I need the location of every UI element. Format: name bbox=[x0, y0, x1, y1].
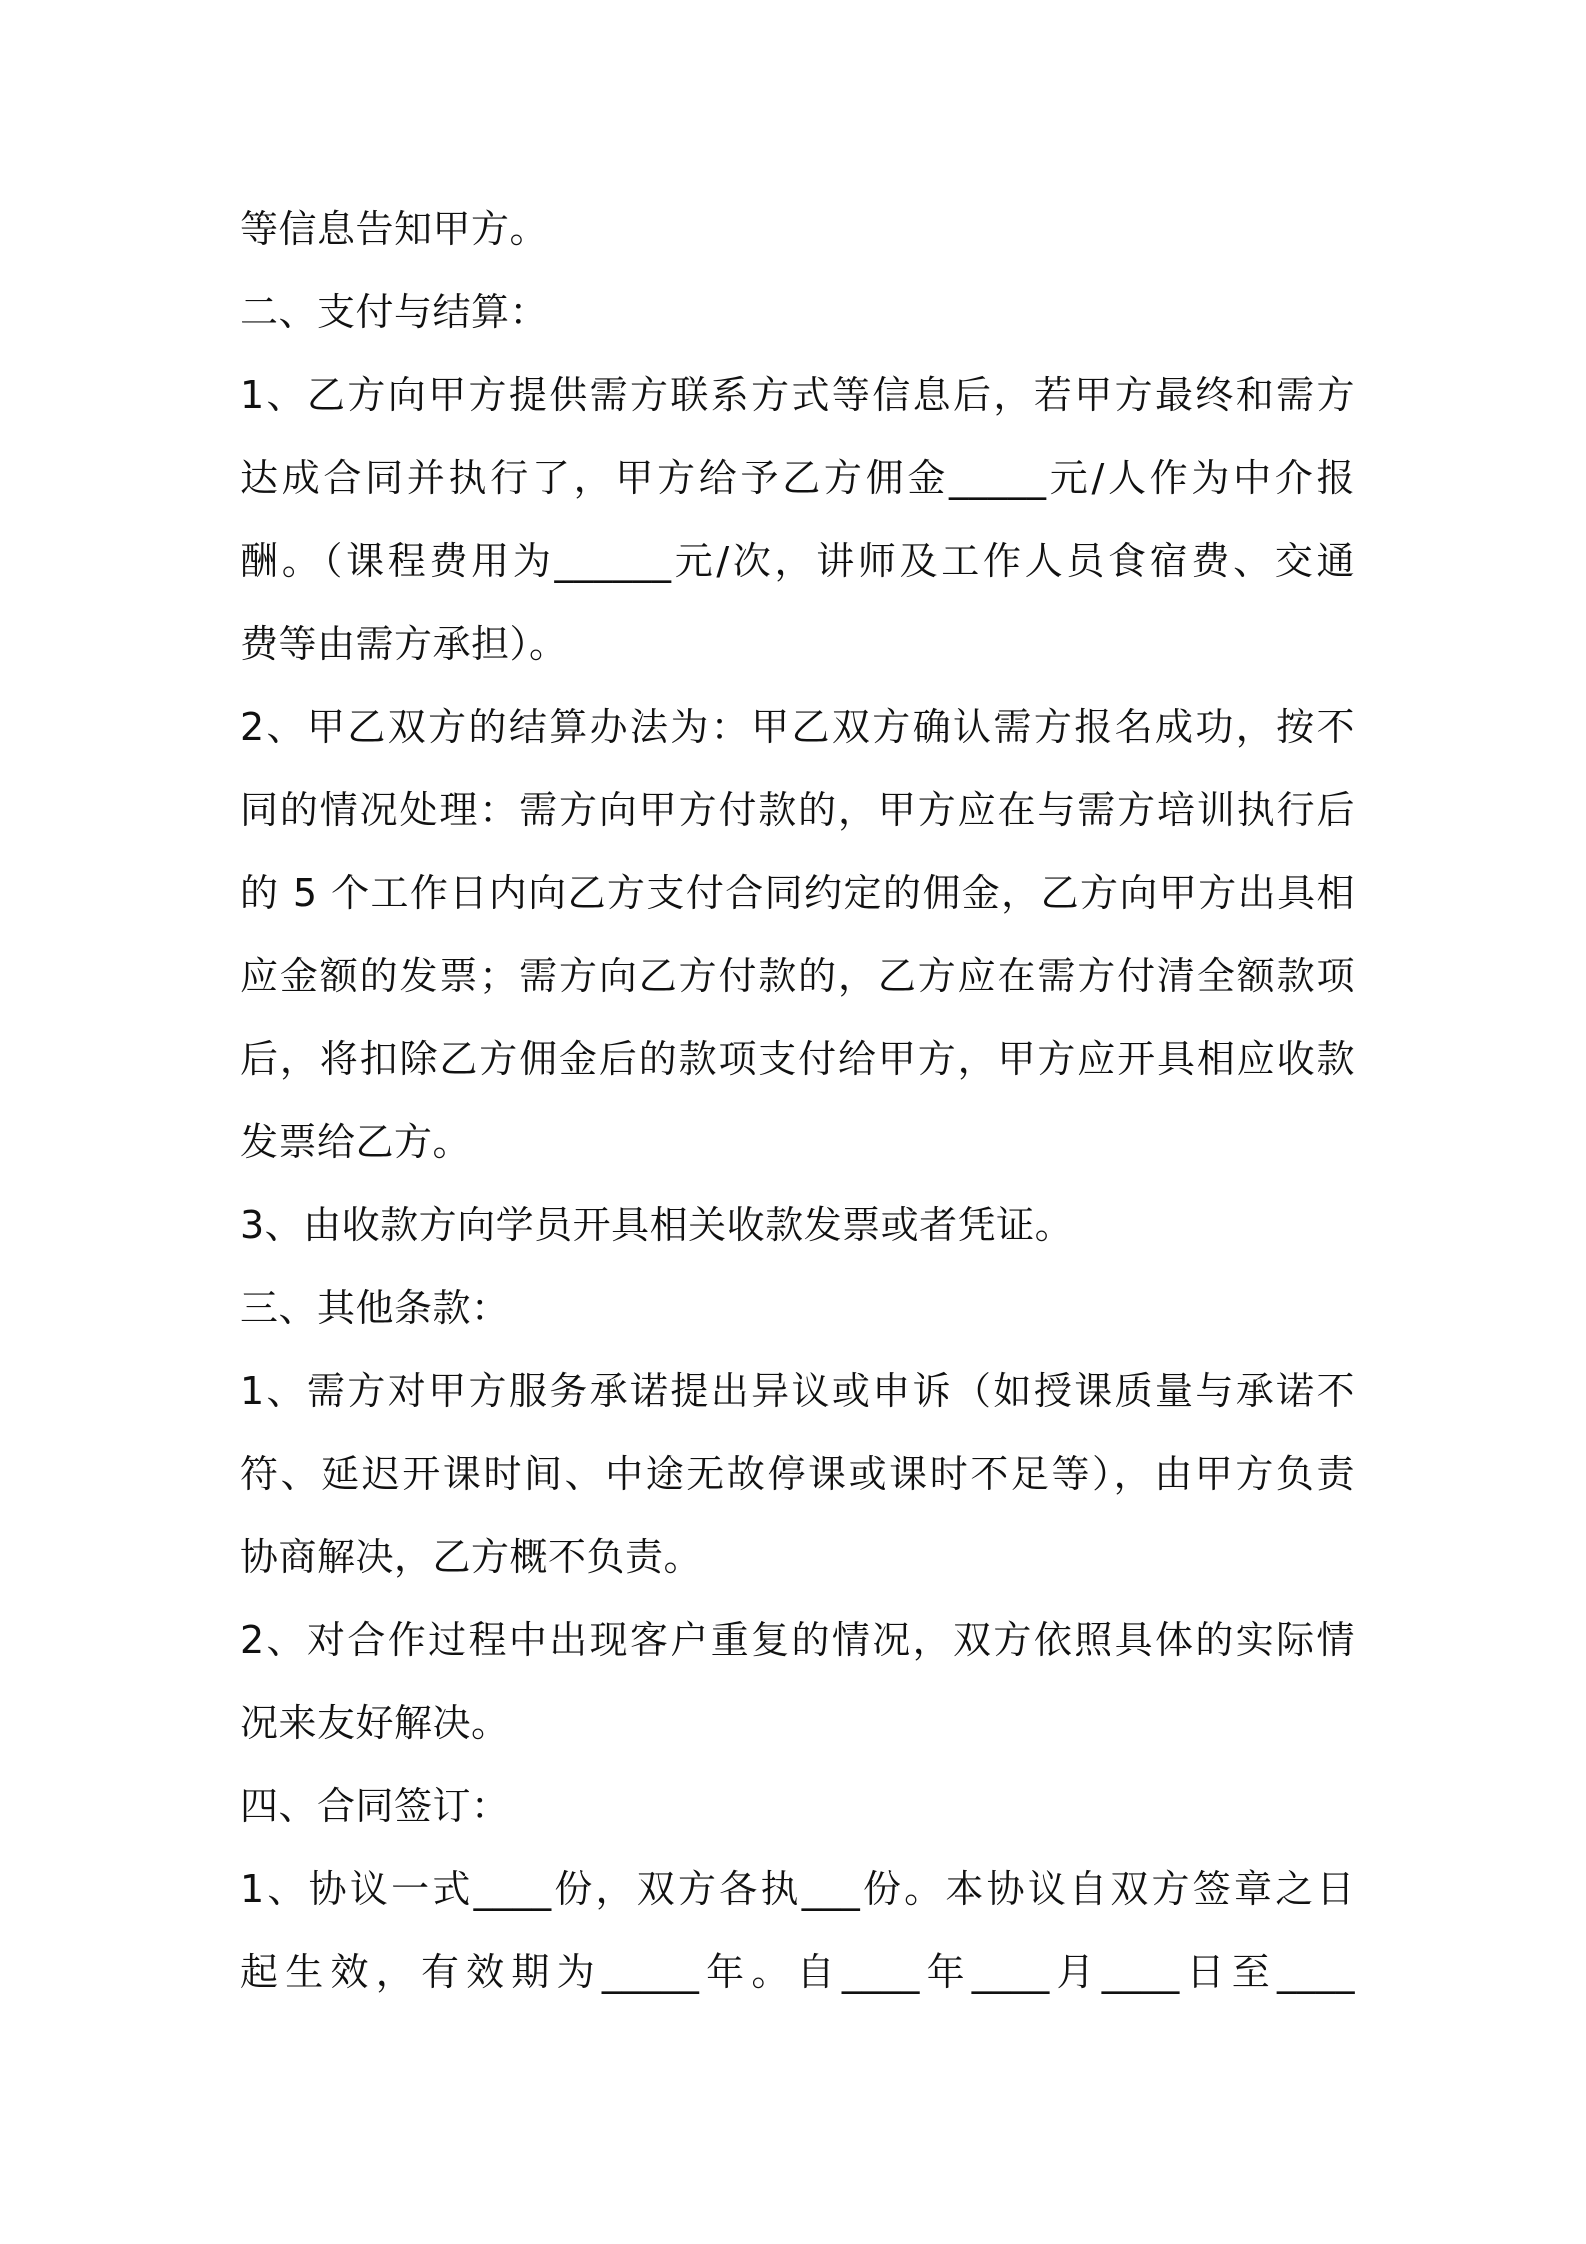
paragraph-line: 2、对合作过程中出现客户重复的情况，双方依照具体的实际情 bbox=[240, 1618, 1355, 1662]
paragraph-line: 协商解决，乙方概不负责。 bbox=[240, 1535, 703, 1579]
paragraph-line: 后，将扣除乙方佣金后的款项支付给甲方，甲方应开具相应收款 bbox=[240, 1037, 1355, 1081]
section-heading-other-terms: 三、其他条款： bbox=[240, 1286, 510, 1330]
paragraph-line: 起生效，有效期为_____年。自____年____月____日至____ bbox=[240, 1950, 1355, 1994]
paragraph-line: 的 5 个工作日内向乙方支付合同约定的佣金，乙方向甲方出具相 bbox=[240, 871, 1355, 915]
paragraph-line: 1、需方对甲方服务承诺提出异议或申诉（如授课质量与承诺不 bbox=[240, 1369, 1355, 1413]
paragraph-line: 应金额的发票；需方向乙方付款的，乙方应在需方付清全额款项 bbox=[240, 954, 1355, 998]
paragraph-line: 发票给乙方。 bbox=[240, 1120, 472, 1164]
paragraph-line: 酬。（课程费用为______元/次，讲师及工作人员食宿费、交通 bbox=[240, 539, 1355, 583]
document-body bbox=[240, 188, 1355, 2014]
paragraph-line: 同的情况处理：需方向甲方付款的，甲方应在与需方培训执行后 bbox=[240, 788, 1355, 832]
paragraph-line: 等信息告知甲方。 bbox=[240, 207, 549, 251]
paragraph-line: 况来友好解决。 bbox=[240, 1701, 510, 1745]
paragraph-line: 2、甲乙双方的结算办法为：甲乙双方确认需方报名成功，按不 bbox=[240, 705, 1355, 749]
section-heading-payment: 二、支付与结算： bbox=[240, 290, 549, 334]
paragraph-line: 3、由收款方向学员开具相关收款发票或者凭证。 bbox=[240, 1203, 1074, 1247]
section-heading-signing: 四、合同签订： bbox=[240, 1784, 510, 1828]
paragraph-line: 达成合同并执行了，甲方给予乙方佣金_____元/人作为中介报 bbox=[240, 456, 1355, 500]
paragraph-line: 1、协议一式____份，双方各执___份。本协议自双方签章之日 bbox=[240, 1867, 1355, 1911]
paragraph-line: 符、延迟开课时间、中途无故停课或课时不足等），由甲方负责 bbox=[240, 1452, 1355, 1496]
paragraph-line: 费等由需方承担）。 bbox=[240, 622, 568, 666]
paragraph-line: 1、乙方向甲方提供需方联系方式等信息后，若甲方最终和需方 bbox=[240, 373, 1355, 417]
